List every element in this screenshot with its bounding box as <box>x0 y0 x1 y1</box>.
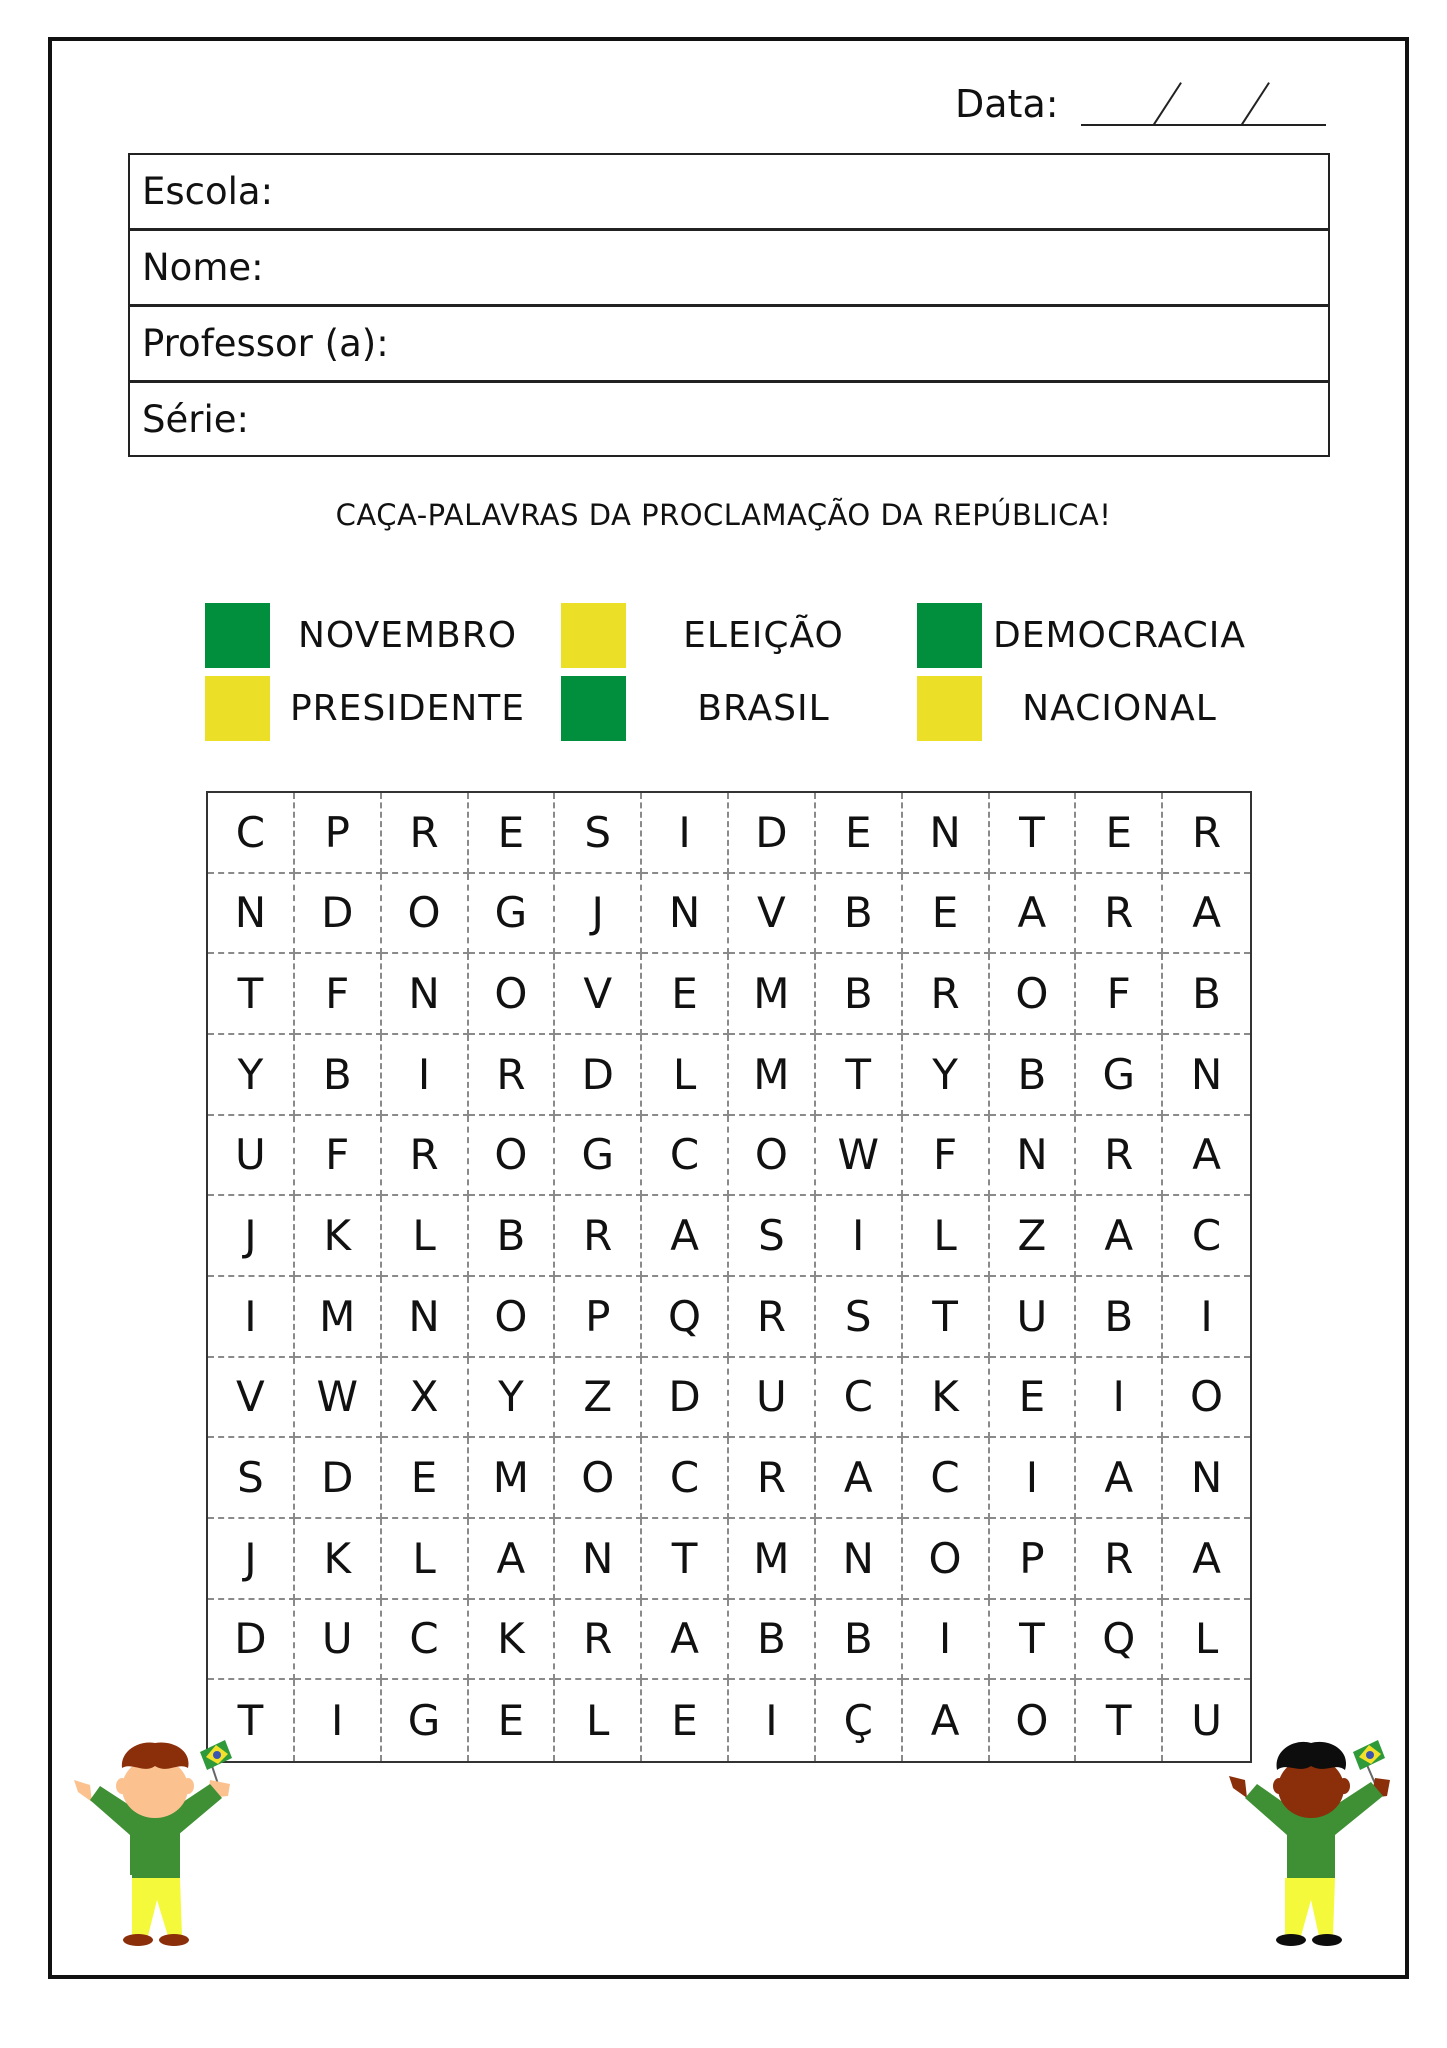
green-swatch <box>205 603 270 668</box>
grid-cell[interactable]: E <box>469 1680 556 1761</box>
word-label: NACIONAL <box>1022 688 1217 729</box>
grade-label: Série: <box>142 397 249 441</box>
grid-cell[interactable]: O <box>729 1116 816 1197</box>
yellow-swatch <box>561 603 626 668</box>
grid-cell[interactable]: F <box>295 954 382 1035</box>
grid-cell[interactable]: E <box>642 954 729 1035</box>
grid-cell[interactable]: N <box>555 1519 642 1600</box>
word-label: DEMOCRACIA <box>993 615 1246 656</box>
grid-cell[interactable]: A <box>1163 1519 1250 1600</box>
grid-cell[interactable]: R <box>729 1438 816 1519</box>
grid-cell[interactable]: X <box>382 1358 469 1439</box>
grid-cell[interactable]: T <box>1076 1680 1163 1761</box>
grid-cell[interactable]: U <box>729 1358 816 1439</box>
grid-cell[interactable]: N <box>382 1277 469 1358</box>
grid-cell[interactable]: C <box>903 1438 990 1519</box>
grid-cell[interactable]: D <box>729 793 816 874</box>
word-label: BRASIL <box>697 688 830 729</box>
grid-cell[interactable]: T <box>208 1680 295 1761</box>
grid-cell[interactable]: A <box>990 874 1077 955</box>
grid-cell[interactable]: O <box>555 1438 642 1519</box>
name-label: Nome: <box>142 246 264 289</box>
grid-cell[interactable]: F <box>903 1116 990 1197</box>
grid-cell[interactable]: N <box>208 874 295 955</box>
grid-cell[interactable]: B <box>469 1196 556 1277</box>
grid-cell[interactable]: J <box>555 874 642 955</box>
grid-cell[interactable]: C <box>642 1116 729 1197</box>
grade-field[interactable] <box>130 383 1328 455</box>
word-list-item <box>205 676 545 741</box>
grid-cell[interactable]: Y <box>208 1035 295 1116</box>
word-list-item <box>205 603 545 668</box>
grid-cell[interactable]: E <box>903 874 990 955</box>
grid-cell[interactable]: A <box>1076 1196 1163 1277</box>
grid-cell[interactable]: P <box>295 793 382 874</box>
yellow-swatch <box>205 676 270 741</box>
word-list-item <box>561 603 901 668</box>
grid-cell[interactable]: U <box>1191 1696 1222 1746</box>
grid-cell[interactable]: L <box>1163 1600 1250 1681</box>
grid-cell[interactable]: K <box>295 1519 382 1600</box>
grid-cell[interactable]: R <box>903 954 990 1035</box>
word-list-item <box>917 603 1257 668</box>
grid-cell[interactable]: V <box>208 1358 295 1439</box>
grid-cell[interactable]: D <box>555 1035 642 1116</box>
grid-cell[interactable]: B <box>816 1600 903 1681</box>
grid-cell[interactable]: E <box>382 1438 469 1519</box>
grid-cell[interactable]: E <box>1076 793 1163 874</box>
grid-cell[interactable]: G <box>469 874 556 955</box>
school-field[interactable] <box>130 155 1328 231</box>
grid-cell[interactable]: C <box>816 1358 903 1439</box>
grid-cell[interactable]: O <box>469 954 556 1035</box>
grid-cell[interactable]: M <box>295 1277 382 1358</box>
grid-cell[interactable]: I <box>295 1680 382 1761</box>
grid-cell[interactable]: R <box>729 1277 816 1358</box>
grid-cell[interactable]: A <box>1163 1116 1250 1197</box>
grid-cell[interactable]: N <box>903 793 990 874</box>
grid-cell[interactable]: W <box>816 1116 903 1197</box>
grid-cell[interactable]: T <box>990 793 1077 874</box>
grid-cell[interactable]: U <box>990 1277 1077 1358</box>
word-label: PRESIDENTE <box>289 688 526 729</box>
grid-cell[interactable]: B <box>816 954 903 1035</box>
grid-cell[interactable]: C <box>208 793 295 874</box>
grid-cell[interactable]: T <box>990 1600 1077 1681</box>
grid-cell[interactable]: B <box>1076 1277 1163 1358</box>
date-separator <box>1153 82 1182 125</box>
grid-cell[interactable]: V <box>555 954 642 1035</box>
word-label: NOVEMBRO <box>297 615 518 656</box>
grid-cell[interactable]: G <box>382 1680 469 1761</box>
grid-cell[interactable]: P <box>555 1277 642 1358</box>
grid-cell[interactable]: C <box>382 1600 469 1681</box>
grid-cell[interactable]: O <box>382 874 469 955</box>
grid-cell[interactable]: Ç <box>816 1680 903 1761</box>
word-search-grid <box>206 791 1252 1763</box>
grid-cell[interactable]: R <box>1163 793 1250 874</box>
grid-cell[interactable]: S <box>555 793 642 874</box>
grid-cell[interactable]: R <box>555 1600 642 1681</box>
grid-cell[interactable]: O <box>1163 1358 1250 1439</box>
grid-cell[interactable]: M <box>729 1035 816 1116</box>
grid-cell[interactable]: R <box>382 1116 469 1197</box>
grid-cell[interactable]: D <box>295 1438 382 1519</box>
grid-cell[interactable]: R <box>382 793 469 874</box>
grid-cell[interactable]: R <box>1076 1519 1163 1600</box>
teacher-label: Professor (a): <box>142 322 389 365</box>
student-info-box <box>128 153 1330 457</box>
grid-cell[interactable]: J <box>208 1196 295 1277</box>
date-separator <box>1241 82 1270 125</box>
green-swatch <box>917 603 982 668</box>
grid-cell[interactable]: E <box>990 1358 1077 1439</box>
grid-cell[interactable]: D <box>642 1358 729 1439</box>
yellow-swatch <box>917 676 982 741</box>
page-title: CAÇA-PALAVRAS DA PROCLAMAÇÃO DA REPÚBLICA! <box>335 498 1112 532</box>
date-label: Data: <box>955 82 1059 126</box>
word-label: ELEIÇÃO <box>683 615 844 656</box>
grid-cell[interactable]: I <box>208 1277 295 1358</box>
word-list-item <box>917 676 1257 741</box>
grid-cell[interactable]: Q <box>642 1277 729 1358</box>
grid-cell[interactable]: P <box>990 1519 1077 1600</box>
boy-right-illustration <box>1225 1740 1405 1970</box>
grid-cell[interactable]: E <box>469 793 556 874</box>
grid-cell[interactable]: D <box>295 874 382 955</box>
grid-cell[interactable]: U <box>208 1116 295 1197</box>
date-input-line[interactable] <box>1081 74 1326 126</box>
grid-cell[interactable]: R <box>1076 874 1163 955</box>
green-swatch <box>561 676 626 741</box>
grid-cell[interactable]: S <box>729 1196 816 1277</box>
grid-cell[interactable]: F <box>1076 954 1163 1035</box>
grid-cell[interactable]: Z <box>990 1196 1077 1277</box>
grid-cell[interactable]: A <box>816 1438 903 1519</box>
grid-cell[interactable]: B <box>816 874 903 955</box>
grid-cell[interactable]: O <box>469 1116 556 1197</box>
grid-cell[interactable]: B <box>1163 954 1250 1035</box>
grid-cell[interactable]: A <box>642 1600 729 1681</box>
grid-cell[interactable]: L <box>642 1035 729 1116</box>
grid-cell[interactable]: E <box>642 1680 729 1761</box>
grid-cell[interactable]: U <box>295 1600 382 1681</box>
grid-cell[interactable]: O <box>903 1519 990 1600</box>
grid-cell[interactable]: T <box>642 1519 729 1600</box>
grid-cell[interactable]: S <box>816 1277 903 1358</box>
grid-cell[interactable]: I <box>816 1196 903 1277</box>
grid-cell[interactable]: Z <box>555 1358 642 1439</box>
grid-cell[interactable]: M <box>729 1519 816 1600</box>
grid-cell[interactable]: N <box>990 1116 1077 1197</box>
grid-cell[interactable]: O <box>990 954 1077 1035</box>
grid-cell[interactable]: A <box>642 1196 729 1277</box>
grid-cell[interactable]: Y <box>903 1035 990 1116</box>
grid-cell[interactable]: L <box>382 1519 469 1600</box>
grid-cell[interactable]: V <box>729 874 816 955</box>
grid-cell[interactable]: T <box>816 1035 903 1116</box>
grid-cell[interactable]: G <box>555 1116 642 1197</box>
grid-cell[interactable]: N <box>642 874 729 955</box>
grid-cell[interactable]: T <box>208 954 295 1035</box>
grid-cell[interactable]: A <box>1076 1438 1163 1519</box>
word-list-item <box>561 676 901 741</box>
word-list <box>205 603 1245 741</box>
grid-cell[interactable]: N <box>382 954 469 1035</box>
grid-cell[interactable]: N <box>816 1519 903 1600</box>
grid-cell[interactable]: D <box>208 1600 295 1681</box>
grid-cell[interactable]: R <box>1076 1116 1163 1197</box>
grid-cell[interactable]: I <box>1163 1277 1250 1358</box>
grid-cell[interactable]: O <box>990 1680 1077 1761</box>
grid-cell[interactable]: I <box>729 1680 816 1761</box>
grid-cell[interactable]: B <box>295 1035 382 1116</box>
grid-cell[interactable]: F <box>295 1116 382 1197</box>
grid-cell[interactable]: L <box>903 1196 990 1277</box>
grid-cell[interactable]: L <box>555 1680 642 1761</box>
grid-cell[interactable]: T <box>903 1277 990 1358</box>
grid-cell[interactable]: O <box>469 1277 556 1358</box>
grid-cell[interactable]: I <box>382 1035 469 1116</box>
teacher-field[interactable] <box>130 307 1328 383</box>
grid-cell[interactable]: C <box>1163 1196 1250 1277</box>
name-field[interactable] <box>130 231 1328 307</box>
grid-cell[interactable]: M <box>469 1438 556 1519</box>
grid-cell[interactable]: A <box>469 1519 556 1600</box>
grid-cell[interactable]: I <box>990 1438 1077 1519</box>
grid-cell[interactable]: E <box>816 793 903 874</box>
grid-cell[interactable]: N <box>1163 1438 1250 1519</box>
grid-cell[interactable]: C <box>642 1438 729 1519</box>
boy-left-illustration <box>60 1740 240 1970</box>
date-field <box>955 66 1326 126</box>
grid-cell[interactable]: L <box>382 1196 469 1277</box>
grid-cell[interactable]: K <box>469 1600 556 1681</box>
grid-cell[interactable]: A <box>903 1680 990 1761</box>
grid-cell[interactable]: R <box>555 1196 642 1277</box>
grid-cell[interactable]: I <box>1076 1358 1163 1439</box>
grid-cell[interactable]: B <box>729 1600 816 1681</box>
grid-cell[interactable]: B <box>990 1035 1077 1116</box>
grid-cell[interactable]: I <box>903 1600 990 1681</box>
grid-cell[interactable]: Y <box>469 1358 556 1439</box>
grid-cell[interactable]: K <box>903 1358 990 1439</box>
school-label: Escola: <box>142 170 274 213</box>
grid-cell[interactable]: N <box>1163 1035 1250 1116</box>
grid-cell[interactable]: M <box>729 954 816 1035</box>
grid-cell[interactable]: G <box>1076 1035 1163 1116</box>
grid-cell[interactable]: A <box>1163 874 1250 955</box>
grid-cell[interactable]: W <box>295 1358 382 1439</box>
grid-cell[interactable]: S <box>208 1438 295 1519</box>
grid-cell[interactable]: J <box>208 1519 295 1600</box>
grid-cell[interactable]: K <box>295 1196 382 1277</box>
grid-cell[interactable]: I <box>642 793 729 874</box>
grid-cell[interactable]: R <box>469 1035 556 1116</box>
grid-cell[interactable]: Q <box>1076 1600 1163 1681</box>
